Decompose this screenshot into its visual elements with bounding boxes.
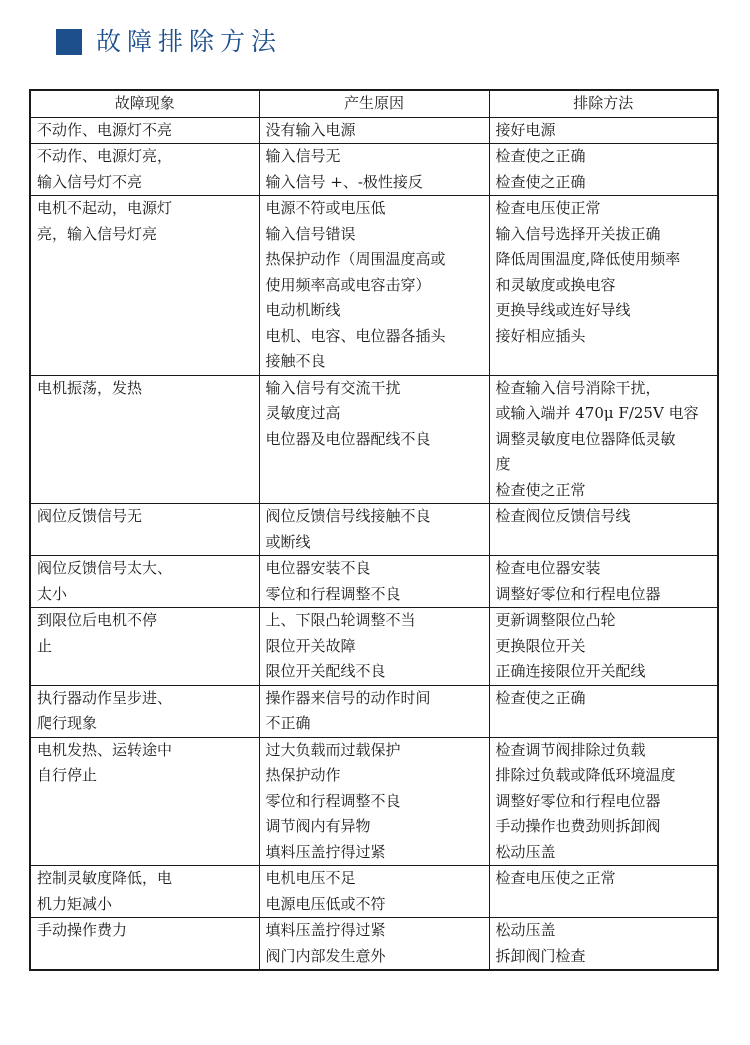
remedy-cell (489, 866, 718, 918)
remedy-line: 松动压盖 (495, 842, 556, 861)
remedy-cell (489, 556, 718, 608)
remedy-line: 更换限位开关 (495, 636, 586, 655)
cause-line: 填料压盖拧得过紧 (265, 842, 386, 861)
header-symptom: 故障现象 (30, 90, 259, 117)
page-title-text: 故障排除方法 (96, 27, 283, 56)
cause-cell (259, 866, 489, 918)
remedy-cell (489, 196, 718, 376)
cause-line: 接触不良 (265, 352, 326, 370)
cause-line: 电源不符或电压低 (265, 199, 386, 217)
symptom-cell (30, 504, 259, 556)
symptom-line: 不动作、电源灯不亮 (37, 120, 173, 139)
remedy-line: 输入信号选择开关拔正确 (495, 224, 661, 243)
cause-line: 操作器来信号的动作时间 (265, 688, 431, 707)
cause-cell (259, 737, 489, 866)
cause-line: 限位开关故障 (265, 636, 356, 655)
table-row (30, 556, 718, 608)
cause-line: 热保护动作（周围温度高或 (265, 250, 446, 268)
cause-line: 零位和行程调整不良 (265, 791, 401, 810)
remedy-line: 排除过负载或降低环境温度 (495, 766, 676, 784)
troubleshooting-table (29, 89, 719, 971)
symptom-cell (30, 737, 259, 866)
symptom-line: 阀位反馈信号无 (37, 507, 143, 525)
cause-line: 阀门内部发生意外 (265, 946, 386, 965)
table-row (30, 504, 718, 556)
remedy-line: 降低周围温度,降低使用频率 (495, 250, 681, 268)
symptom-line: 输入信号灯不亮 (37, 172, 143, 191)
symptom-line: 电机发热、运转途中 (37, 740, 173, 759)
cause-cell (259, 608, 489, 686)
remedy-line: 检查电压使正常 (495, 199, 601, 217)
remedy-cell (489, 117, 718, 144)
symptom-line: 电机振荡，发热 (37, 378, 143, 397)
remedy-line: 检查调节阀排除过负载 (495, 740, 646, 759)
cause-line: 灵敏度过高 (265, 404, 341, 422)
table-row (30, 737, 718, 866)
table-row (30, 375, 718, 504)
cause-line: 输入信号有交流干扰 (265, 378, 401, 397)
cause-line: 不正确 (265, 714, 311, 732)
cause-line: 热保护动作 (265, 766, 341, 784)
remedy-cell (489, 144, 718, 196)
cause-cell (259, 144, 489, 196)
remedy-line: 度 (495, 455, 511, 473)
remedy-line: 检查阀位反馈信号线 (495, 507, 631, 525)
symptom-cell (30, 144, 259, 196)
remedy-line: 更换导线或连好导线 (495, 301, 631, 319)
table-row (30, 918, 718, 971)
cause-cell (259, 685, 489, 737)
cause-line: 电机电压不足 (265, 869, 356, 887)
cause-cell (259, 375, 489, 504)
remedy-line: 正确连接限位开关配线 (495, 662, 646, 680)
cause-line: 没有输入电源 (265, 120, 356, 139)
symptom-line: 电机不起动，电源灯 (37, 199, 173, 217)
symptom-line: 阀位反馈信号太大、 (37, 559, 173, 577)
remedy-cell (489, 737, 718, 866)
table-row (30, 144, 718, 196)
symptom-line: 自行停止 (37, 766, 98, 784)
cause-cell (259, 196, 489, 376)
remedy-cell (489, 918, 718, 971)
cause-line: 电位器安装不良 (265, 559, 371, 577)
cause-line: 过大负载而过载保护 (265, 740, 401, 759)
remedy-line: 检查使之正确 (495, 172, 586, 191)
remedy-line: 调整好零位和行程电位器 (495, 791, 661, 810)
symptom-cell (30, 866, 259, 918)
cause-line: 限位开关配线不良 (265, 662, 386, 680)
symptom-cell (30, 918, 259, 971)
remedy-line: 接好电源 (495, 120, 556, 139)
symptom-line: 控制灵敏度降低，电 (37, 869, 173, 887)
remedy-line: 手动操作也费劲则拆卸阀 (495, 817, 661, 835)
symptom-line: 止 (37, 636, 53, 655)
remedy-line: 检查电压使之正常 (495, 869, 616, 887)
page-title (56, 26, 282, 58)
remedy-line: 检查输入信号消除干扰， (495, 378, 661, 397)
symptom-cell (30, 556, 259, 608)
header-cause: 产生原因 (259, 90, 489, 117)
table-row (30, 117, 718, 144)
cause-line: 电位器及电位器配线不良 (265, 429, 431, 448)
remedy-cell (489, 375, 718, 504)
symptom-line: 执行器动作呈步进、 (37, 688, 173, 707)
remedy-line: 检查使之正确 (495, 147, 586, 165)
remedy-cell (489, 608, 718, 686)
symptom-line: 爬行现象 (37, 714, 98, 732)
table-row (30, 196, 718, 376)
symptom-line: 到限位后电机不停 (37, 611, 158, 629)
remedy-line: 松动压盖 (495, 921, 556, 939)
remedy-line: 检查使之正确 (495, 688, 586, 707)
remedy-line: 或输入端并 470μ F/25V 电容 (495, 404, 699, 422)
remedy-line: 检查使之正常 (495, 480, 586, 499)
remedy-cell (489, 685, 718, 737)
cause-line: 使用频率高或电容击穿） (265, 275, 431, 294)
symptom-cell (30, 196, 259, 376)
remedy-line: 和灵敏度或换电容 (495, 275, 616, 294)
symptom-cell (30, 375, 259, 504)
cause-line: 输入信号无 (265, 147, 341, 165)
table-row (30, 866, 718, 918)
remedy-cell (489, 504, 718, 556)
cause-line: 电动机断线 (265, 301, 341, 319)
symptom-line: 不动作、电源灯亮， (37, 147, 173, 165)
remedy-line: 调整好零位和行程电位器 (495, 584, 661, 603)
table-header-row (30, 90, 718, 117)
symptom-line: 手动操作费力 (37, 921, 128, 939)
cause-line: 输入信号 +、-极性接反 (265, 172, 423, 191)
cause-line: 零位和行程调整不良 (265, 584, 401, 603)
table-row (30, 685, 718, 737)
symptom-line: 太小 (37, 584, 68, 603)
symptom-line: 机力矩减小 (37, 894, 113, 913)
cause-line: 填料压盖拧得过紧 (265, 921, 386, 939)
cause-line: 电机、电容、电位器各插头 (265, 326, 446, 345)
remedy-line: 接好相应插头 (495, 326, 586, 345)
cause-line: 阀位反馈信号线接触不良 (265, 507, 431, 525)
symptom-cell (30, 685, 259, 737)
cause-cell (259, 504, 489, 556)
cause-cell (259, 117, 489, 144)
cause-cell (259, 556, 489, 608)
remedy-line: 调整灵敏度电位器降低灵敏 (495, 429, 676, 448)
cause-line: 调节阀内有异物 (265, 817, 371, 835)
table-row (30, 608, 718, 686)
title-square-icon (56, 29, 82, 55)
cause-line: 或断线 (265, 532, 311, 551)
remedy-line: 拆卸阀门检查 (495, 946, 586, 965)
remedy-line: 更新调整限位凸轮 (495, 611, 616, 629)
symptom-cell (30, 608, 259, 686)
header-remedy: 排除方法 (489, 90, 718, 117)
cause-line: 输入信号错误 (265, 224, 356, 243)
symptom-cell (30, 117, 259, 144)
cause-line: 电源电压低或不符 (265, 894, 386, 913)
symptom-line: 亮，输入信号灯亮 (37, 224, 158, 243)
cause-cell (259, 918, 489, 971)
cause-line: 上、下限凸轮调整不当 (265, 611, 416, 629)
remedy-line: 检查电位器安装 (495, 559, 601, 577)
